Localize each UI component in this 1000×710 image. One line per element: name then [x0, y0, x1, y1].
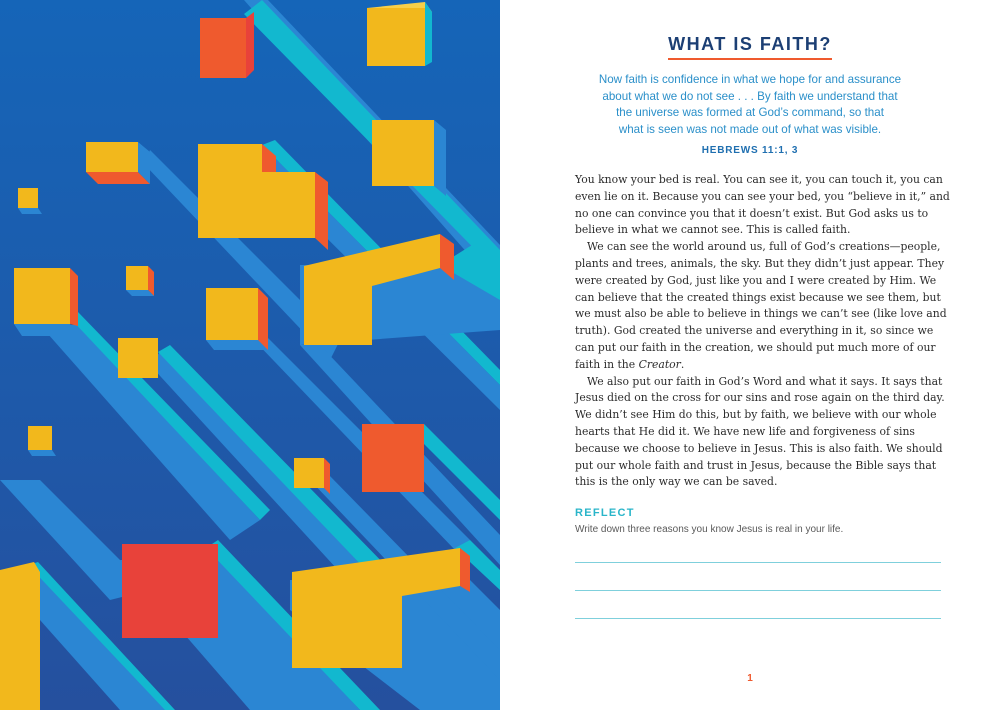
orange-cube-right [362, 424, 424, 492]
body-line: truth). God created the universe and everything in it, so since we [575, 324, 934, 338]
title-wrap [500, 34, 1000, 60]
body-line: You know your bed is real. You can see it, you can touch it, you can [575, 173, 943, 186]
body-line-creator [575, 357, 945, 374]
verse-line: Now faith is confidence in what we hope for and assurance [598, 73, 902, 86]
body-line: this is the only way we can be saved. [575, 475, 778, 489]
creator-word: Creator [638, 357, 681, 371]
page-number: 1 [747, 673, 753, 684]
body-line: were created by God, just like you and I were created by Him. We [575, 273, 937, 287]
small-yellow-cube-mid [126, 266, 154, 296]
writing-line-3[interactable] [575, 618, 941, 619]
body-line: put our whole faith and trust in Jesus, because the Bible says that [575, 458, 937, 472]
top-right-yellow-block [367, 2, 432, 66]
yellow-cube-left [14, 268, 78, 336]
page-title: WHAT IS FAITH? [668, 34, 832, 60]
body-line: can believe that the created things exist because we see them, but [575, 290, 941, 304]
body-line: We can see the world around us, full of God’s creations—people, [587, 240, 941, 254]
verse-line: what is seen was not made out of what was visible. [618, 123, 882, 137]
body-line-prefix: faith in the [575, 357, 639, 371]
orange-block-top [200, 12, 254, 78]
body-line: plants and trees, animals, the sky. But they didn’t just appear. They [575, 256, 945, 270]
body-line: even lie on it. Because you can see your bed, you “believe in it,” and [575, 189, 950, 203]
scripture-quote [580, 72, 920, 139]
body-line: We didn’t see Him do this, but by faith, we believe with our whole [575, 408, 937, 422]
body-line: because we choose to believe in Jesus. This is also faith. We should [575, 441, 943, 455]
writing-line-1[interactable] [575, 562, 941, 563]
large-red-block [122, 544, 218, 638]
bottom-left-yellow-beam [0, 562, 40, 710]
reflect-prompt: Write down three reasons you know Jesus is real in your life. [575, 524, 844, 535]
tiny-yellow-cube-far-left [28, 426, 56, 456]
body-line: We also put our faith in God’s Word and what it says. It says that [587, 374, 943, 388]
verse-reference: HEBREWS 11:1, 3 [701, 145, 799, 156]
verse-line: about what we do not see . . . By faith we understand that [602, 89, 898, 103]
body-line: we must also be able to believe in things we can’t see (like love and [575, 307, 947, 321]
yellow-cube-center [206, 288, 268, 350]
writing-line-2[interactable] [575, 590, 941, 591]
body-line: can put our faith in the creation, we should put much more of our [575, 340, 936, 354]
verse-line: the universe was formed at God’s command, so that [616, 106, 884, 120]
yellow-block-upper-right [372, 120, 446, 196]
body-line: believe in what we cannot see. This is called faith. [575, 223, 851, 237]
small-yellow-bar [86, 142, 150, 184]
body-line: no one can convince you that it doesn’t exist. But God asks us to [575, 206, 929, 220]
yellow-cube-left-lower [118, 338, 158, 378]
body-line: hearts that He did it. We have new life and forgiveness of sins [575, 424, 915, 438]
text-page [500, 0, 1000, 710]
body-line: Jesus died on the cross for our sins and rose again on the third day. [575, 391, 945, 405]
body-text [575, 172, 950, 491]
reflect-heading: REFLECT [575, 507, 635, 519]
creator-tail: . [680, 357, 685, 371]
